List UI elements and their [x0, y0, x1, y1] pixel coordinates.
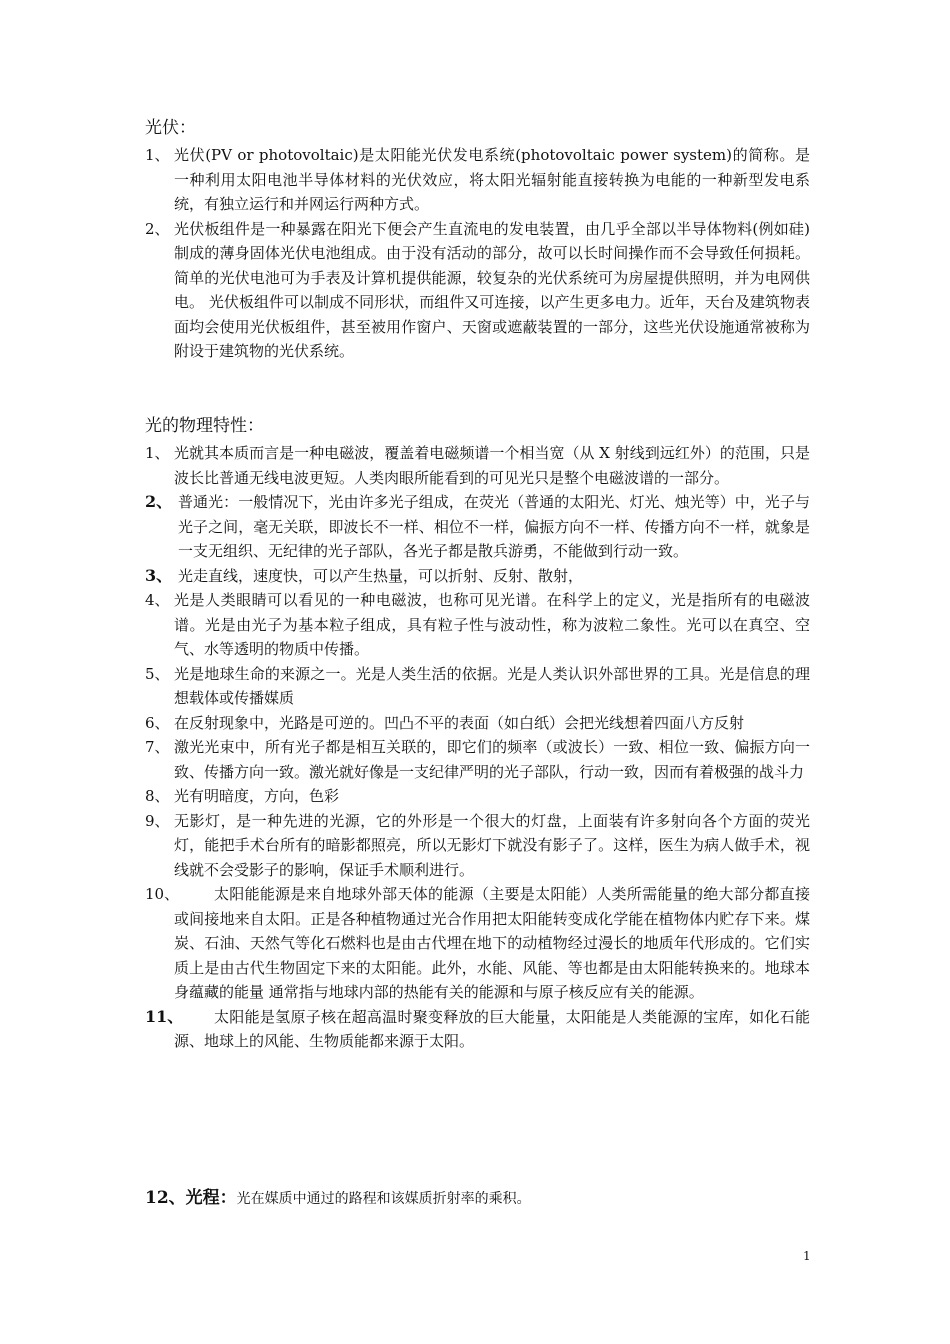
list-item	[145, 441, 810, 490]
optical-path-label: 12、光程：	[145, 1188, 237, 1208]
item-number: 7、	[145, 738, 170, 756]
item-number: 3、	[145, 565, 173, 585]
list-item	[145, 784, 810, 809]
page-number: 1	[803, 1249, 811, 1263]
item-text: 光就其本质而言是一种电磁波，覆盖着电磁频谱一个相当宽（从 X 射线到远红外）的范围，只是波长比普通无线电波更短。人类肉眼所能看到的可见光只是整个电磁波谱的一部分。	[174, 444, 810, 487]
list-item	[145, 490, 810, 564]
item-text: 在反射现象中，光路是可逆的。凹凸不平的表面（如白纸）会把光线想着四面八方反射	[174, 713, 745, 732]
item-text: 太阳能是氢原子核在超高温时聚变释放的巨大能量，太阳能是人类能源的宝库，如化石能源、地球上的风能、生物质能都来源于太阳。	[174, 1007, 810, 1050]
item-number: 2、	[145, 492, 173, 511]
item-number: 6、	[145, 713, 170, 732]
item-number: 9、	[145, 811, 170, 830]
item-text: 普通光：一般情况下，光由许多光子组成，在荧光（普通的太阳光、灯光、烛光等）中，光子与光子之间，毫无关联，即波长不一样、相位不一样，偏振方向不一样、传播方向不一样，就象是一支无组织、无纪律的光子部队，各光子都是散兵游勇，不能做到行动一致。	[178, 493, 810, 560]
item-text: 无影灯，是一种先进的光源，它的外形是一个很大的灯盘，上面装有许多射向各个方面的荧光灯，能把手术台所有的暗影都照亮，所以无影灯下就没有影子了。这样，医生为病人做手术，视线就不会受影子的影响，保证手术顺利进行。	[174, 811, 810, 879]
photovoltaic-list	[145, 143, 810, 364]
optical-path-definition	[145, 1186, 531, 1211]
item-number: 11、	[145, 1006, 184, 1026]
list-item	[145, 735, 810, 784]
list-item	[145, 662, 810, 711]
item-number: 5、	[145, 664, 170, 683]
item-text: 光是人类眼睛可以看见的一种电磁波，也称可见光谱。在科学上的定义，光是指所有的电磁波谱。光是由光子为基本粒子组成，具有粒子性与波动性，称为波粒二象性。光可以在真空、空气、水等透明的物质中传播。	[174, 591, 810, 658]
list-item	[145, 217, 810, 364]
item-number: 2、	[145, 219, 170, 238]
item-number: 4、	[145, 591, 170, 609]
list-item	[145, 143, 810, 217]
section-heading-light-properties: 光的物理特性：	[145, 416, 264, 436]
list-item	[145, 809, 810, 883]
list-item	[145, 882, 810, 1005]
item-text: 光伏(PV or photovoltaic)是太阳能光伏发电系统(photovoltaic power system)的简称。是一种利用太阳电池半导体材料的光伏效应，将太阳光辐射能直接转换为电能的一种新型发电系统，有独立运行和并网运行两种方式。	[174, 146, 810, 213]
item-text: 光有明暗度，方向，色彩	[174, 787, 340, 805]
item-text: 光是地球生命的来源之一。光是人类生活的依据。光是人类认识外部世界的工具。光是信息的理想载体或传播媒质	[174, 664, 810, 707]
item-number: 1、	[145, 444, 170, 462]
list-item	[145, 564, 810, 589]
item-text: 光走直线，速度快，可以产生热量，可以折射、反射、散射，	[178, 566, 584, 585]
item-number: 10、	[145, 885, 180, 903]
item-text: 光伏板组件是一种暴露在阳光下便会产生直流电的发电装置，由几乎全部以半导体物料(例如硅)制成的薄身固体光伏电池组成。由于没有活动的部分，故可以长时间操作而不会导致任何损耗。简单的光伏电池可为手表及计算机提供能源，较复杂的光伏系统可为房屋提供照明，并为电网供电。 光伏板组件可以制成不同形状，而组件又可连接，以产生更多电力。近年，天台及建筑物表面均会使用光伏板组件，甚至被用作窗户、天窗或遮蔽装置的一部分，这些光伏设施通常被称为附设于建筑物的光伏系统。	[174, 219, 810, 360]
list-item	[145, 588, 810, 662]
item-number: 1、	[145, 146, 170, 164]
section-heading-photovoltaic: 光伏：	[145, 118, 196, 138]
list-item	[145, 1005, 810, 1054]
list-item	[145, 711, 810, 736]
item-text: 激光光束中，所有光子都是相互关联的，即它们的频率（或波长）一致、相位一致、偏振方向一致、传播方向一致。激光就好像是一支纪律严明的光子部队，行动一致，因而有着极强的战斗力	[174, 738, 810, 781]
item-text: 太阳能能源是来自地球外部天体的能源（主要是太阳能）人类所需能量的绝大部分都直接或间接地来自太阳。正是各种植物通过光合作用把太阳能转变成化学能在植物体内贮存下来。煤炭、石油、天然气等化石燃料也是由古代埋在地下的动植物经过漫长的地质年代形成的。它们实质上是由古代生物固定下来的太阳能。此外，水能、风能、等也都是由太阳能转换来的。地球本身蕴藏的能量 通常指与地球内部的热能有关的能源和与原子核反应有关的能源。	[174, 885, 810, 1001]
item-number: 8、	[145, 787, 170, 805]
optical-path-text: 光在媒质中通过的路程和该媒质折射率的乘积。	[236, 1191, 531, 1207]
light-properties-list	[145, 441, 810, 1054]
